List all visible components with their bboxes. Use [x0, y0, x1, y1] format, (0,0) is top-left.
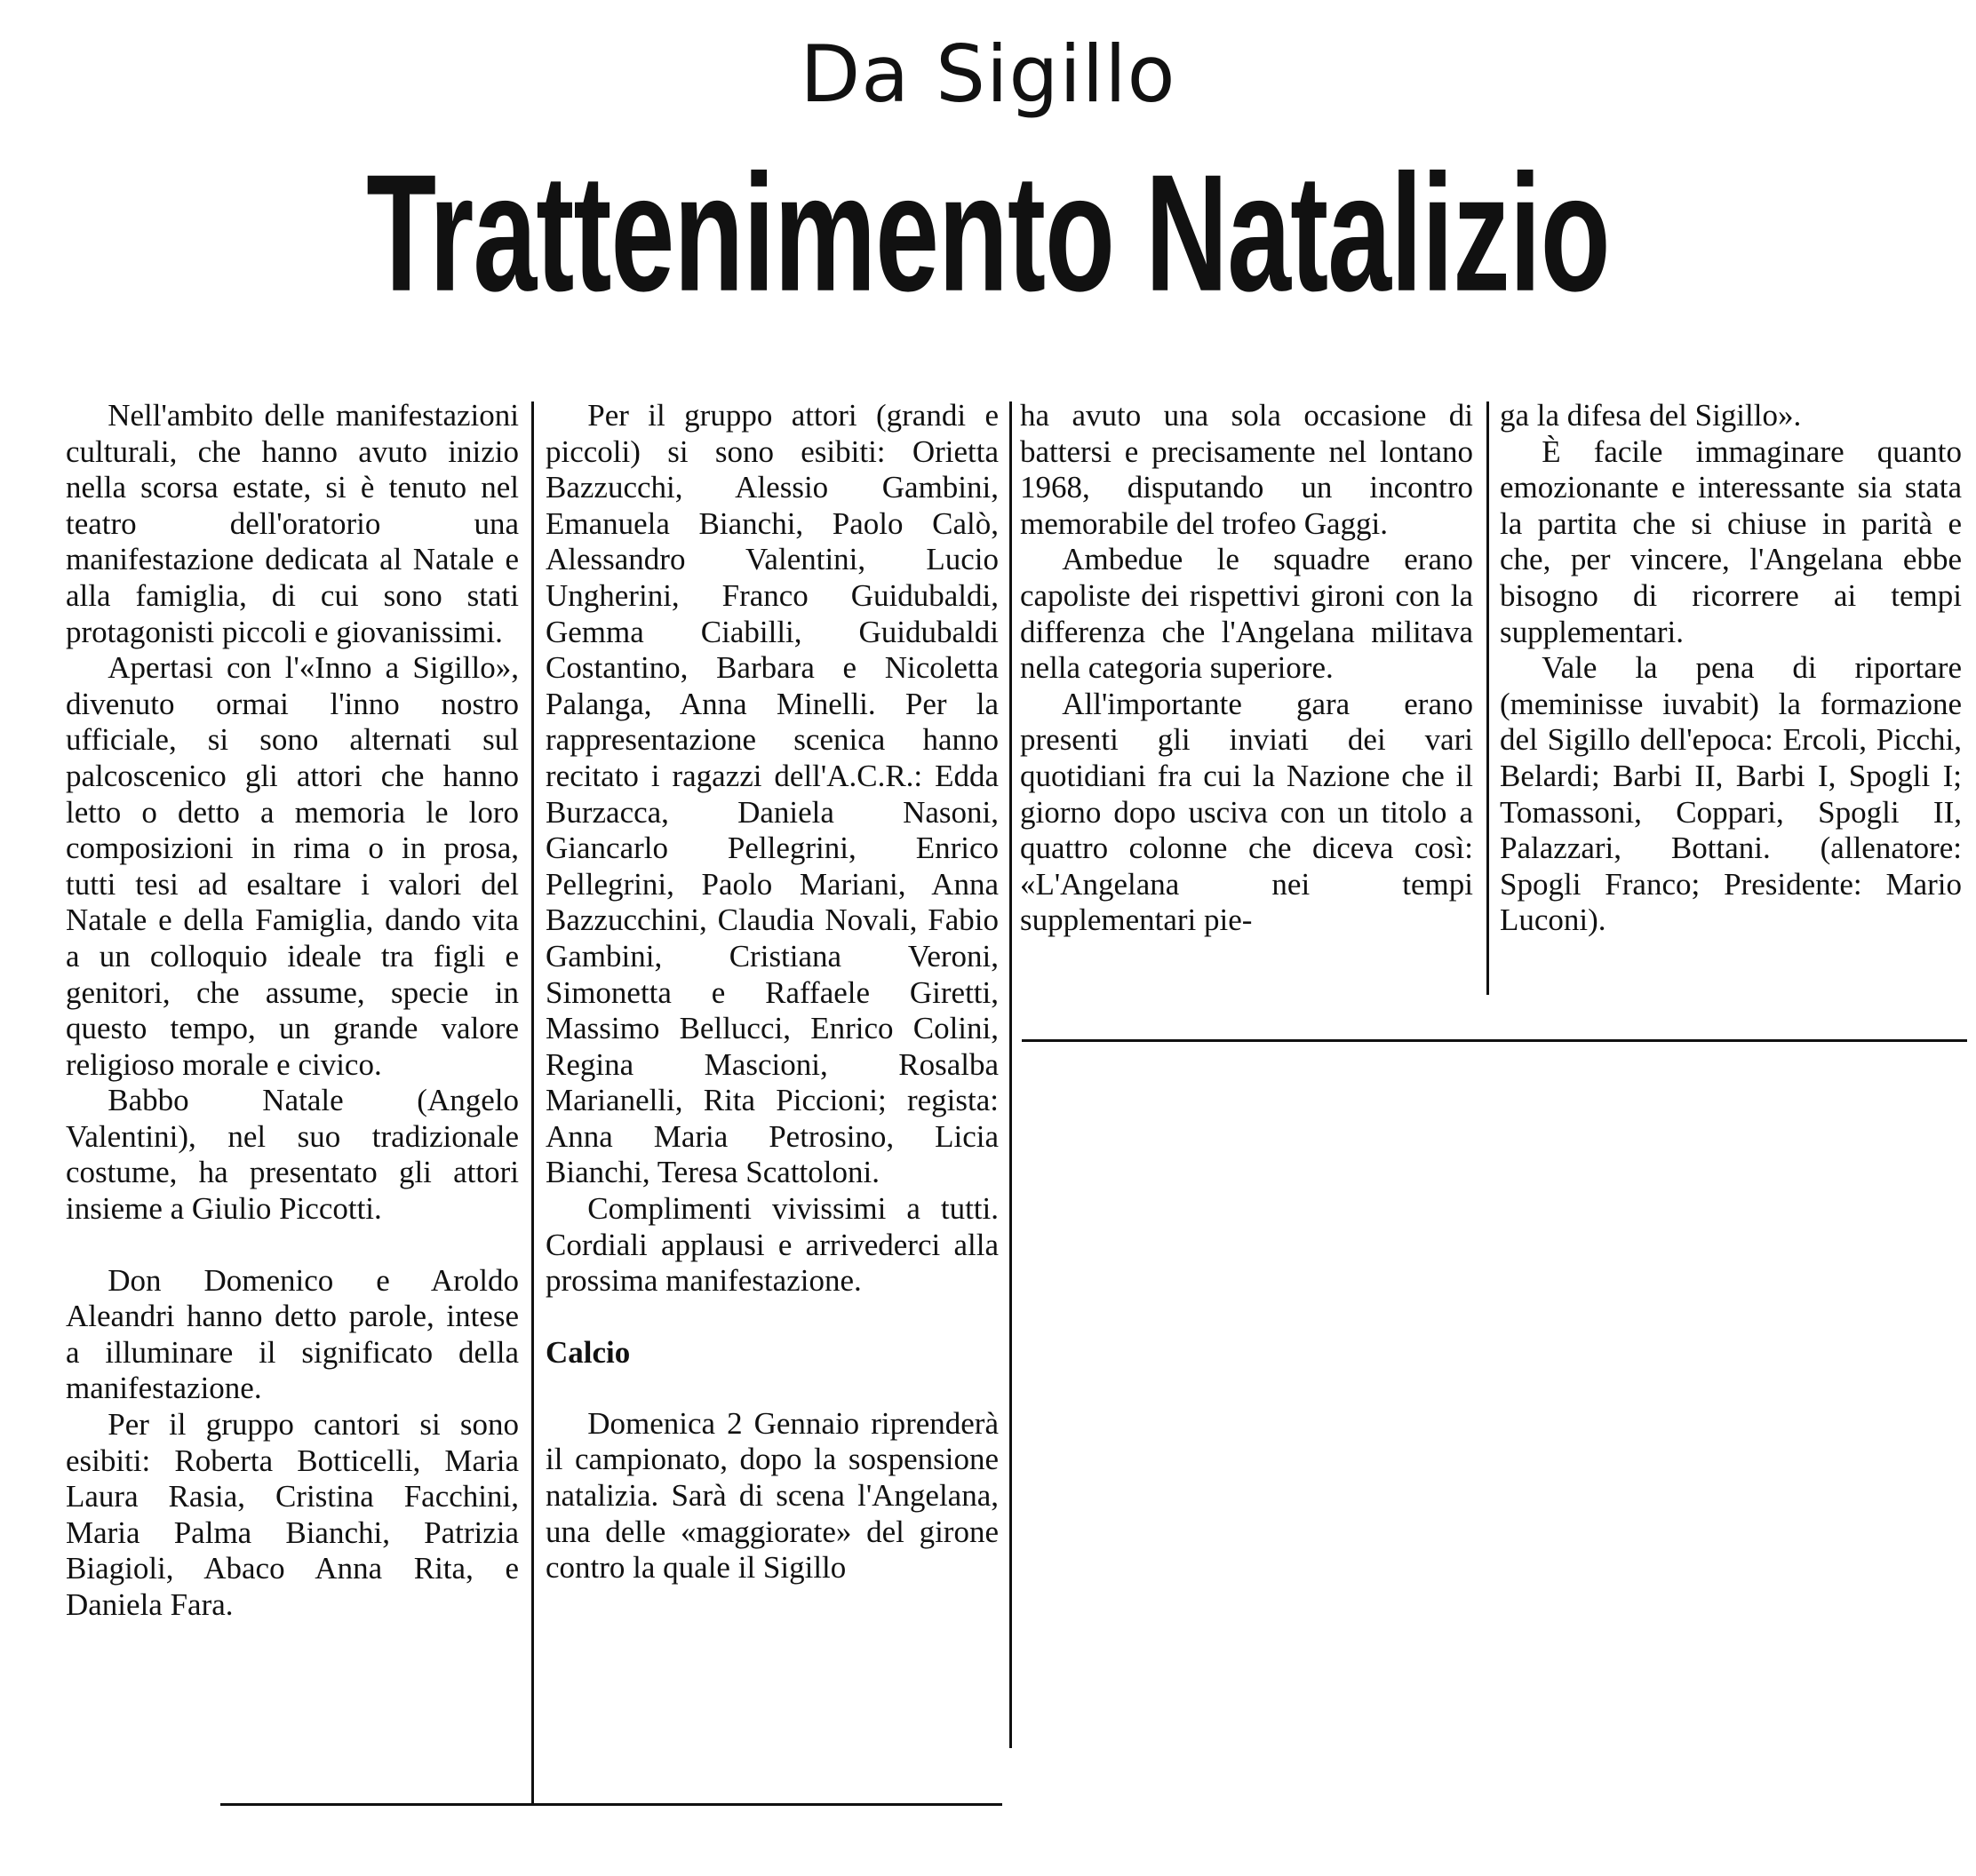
paragraph: Nell'ambito delle manifestazioni culturali, che hanno avuto inizio nella scorsa estate, si è tenuto nel teatro dell'oratorio una manifestazione dedicata al Natale e alla famiglia, di cui sono stati protagonisti piccoli e giovanissimi.: [66, 398, 519, 649]
article-column-1: [66, 398, 519, 1624]
paragraph: Apertasi con l'«Inno a Sigillo», divenuto ormai l'inno nostro ufficiale, si sono alternati sul palcoscenico gli attori che hanno letto o detto a memoria le loro composizioni in rima o in prosa, tutti tesi ad esaltare i valori del Natale e della Famiglia, dando vita a un colloquio ideale tra figli e genitori, che assume, specie in questo tempo, un grande valore religioso morale e civico.: [66, 650, 519, 1082]
article-headline: Trattenimento Natalizio: [366, 139, 1610, 326]
bottom-rule-left: [220, 1803, 1002, 1806]
article-kicker: Da Sigillo: [800, 28, 1176, 120]
bottom-rule-right: [1022, 1039, 1967, 1042]
paragraph: ha avuto una sola occasione di battersi e precisamente nel lontano 1968, disputando un incontro memorabile del trofeo Gaggi.: [1020, 398, 1473, 541]
paragraph: ga la difesa del Sigillo».: [1500, 398, 1802, 433]
paragraph: Per il gruppo cantori si sono esibiti: Roberta Botticelli, Maria Laura Rasia, Cristina Facchini, Maria Palma Bianchi, Patrizia Biagioli, Abaco Anna Rita, e Daniela Fara.: [66, 1407, 519, 1622]
paragraph: È facile immaginare quanto emozionante e interessante sia stata la partita che si chiuse in parità e che, per vincere, l'Angelana ebbe bisogno di ricorrere ai tempi supplementari.: [1500, 433, 1962, 649]
article-column-4: [1500, 398, 1962, 939]
paragraph: Complimenti vivissimi a tutti. Cordiali applausi e arrivederci alla prossima manifestazione.: [546, 1191, 999, 1299]
paragraph: Vale la pena di riportare (meminisse iuvabit) la formazione del Sigillo dell'epoca: Ercoli, Picchi, Belardi; Barbi II, Barbi I, Spogli I; Tomassoni, Coppari, Spogli II, Palazzari, Bottani. (allenatore: Spogli Franco; Presidente: Mario Luconi).: [1500, 650, 1962, 938]
paragraph: Don Domenico e Aroldo Aleandri hanno detto parole, intese a illuminare il significato della manifestazione.: [66, 1262, 519, 1406]
paragraph: All'importante gara erano presenti gli inviati dei vari quotidiani fra cui la Nazione che il giorno dopo usciva con un titolo a quattro colonne che diceva così: «L'Angelana nei tempi supplementari pie-: [1020, 686, 1473, 938]
column-rule-3: [1486, 401, 1489, 995]
paragraph: Ambedue le squadre erano capoliste dei rispettivi gironi con la differenza che l'Angelana militava nella categoria superiore.: [1020, 542, 1473, 686]
paragraph: Domenica 2 Gennaio riprenderà il campionato, dopo la sospensione natalizia. Sarà di scena l'Angelana, una delle «maggiorate» del girone contro la quale il Sigillo: [546, 1405, 999, 1586]
section-subhead: Calcio: [546, 1334, 631, 1370]
paragraph: Per il gruppo attori (grandi e piccoli) si sono esibiti: Orietta Bazzucchi, Alessio Gambini, Emanuela Bianchi, Paolo Calò, Alessandro Valentini, Lucio Ungherini, Franco Guidubaldi, Gemma Ciabilli, Guidubaldi Costantino, Barbara e Nicoletta Palanga, Anna Minelli. Per la rappresentazione scenica hanno recitato i ragazzi dell'A.C.R.: Edda Burzacca, Daniela Nasoni, Giancarlo Pellegrini, Enrico Pellegrini, Paolo Mariani, Anna Bazzucchini, Claudia Novali, Fabio Gambini, Cristiana Veroni, Simonetta e Raffaele Giretti, Massimo Bellucci, Enrico Colini, Regina Mascioni, Rosalba Marianelli, Rita Piccioni; regista: Anna Maria Petrosino, Licia Bianchi, Teresa Scattoloni.: [546, 398, 999, 1190]
column-rule-2: [1009, 401, 1012, 1748]
paragraph: Babbo Natale (Angelo Valentini), nel suo tradizionale costume, ha presentato gli attori insieme a Giulio Piccotti.: [66, 1083, 519, 1227]
article-column-3: [1020, 398, 1473, 939]
article-column-2: [546, 398, 999, 1586]
column-rule-1: [531, 401, 534, 1803]
